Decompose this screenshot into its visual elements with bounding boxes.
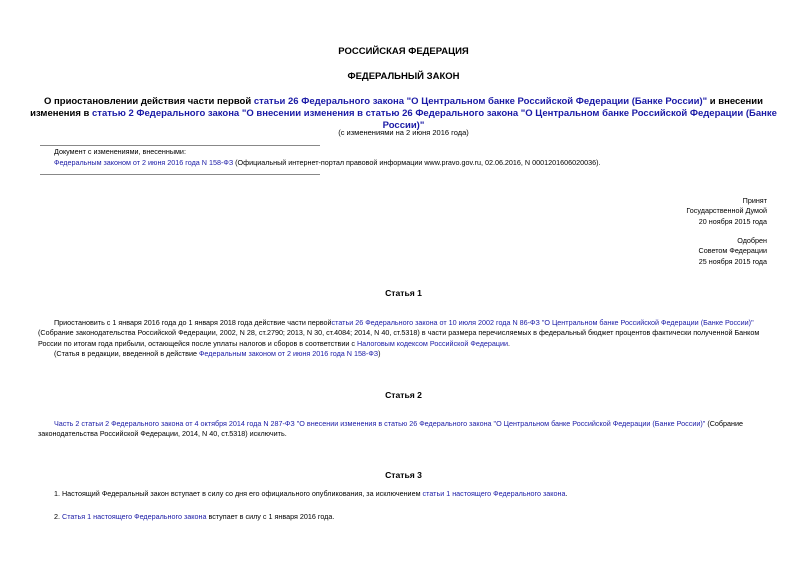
article1-heading: Статья 1 <box>385 288 422 298</box>
adoption-council <box>699 236 767 267</box>
adoption-duma <box>686 196 767 227</box>
article3-p2-link[interactable]: Статья 1 настоящего Федерального закона <box>62 512 207 521</box>
amendment-link[interactable]: Федеральным законом от 2 июня 2016 года N 158-ФЗ <box>54 158 234 167</box>
article1-link-law86[interactable]: статьи 26 Федерального закона от 10 июля 2002 года N 86-ФЗ "О Центральном банке Российской Федерации (Банке России)" <box>331 318 754 327</box>
article1-text-1: Приостановить с 1 января 2016 года до 1 января 2018 года действие части первой <box>54 318 332 327</box>
article3-p1-end: . <box>565 489 568 498</box>
document-note-intro: Документ с изменениями, внесенными: <box>54 147 186 156</box>
title-link-article2[interactable]: статью 2 Федерального закона "О внесении изменения в статью 26 Федерального закона "О Центральном банке Российской Федерации (Банке России)" <box>92 108 777 131</box>
edition-end: ) <box>378 349 381 358</box>
article1-text-2: (Собрание законодательства Российской Федерации, 2002, N 28, ст.2790; 2013, N 30, ст.4084; 2014, N 40, ст.5318) в части размера перечисляемых в федеральный бюджет процентов фактически полученной Банком России по итогам года прибыли, остающейся после уплаты налогов и сборов в соответствии с <box>38 328 760 348</box>
adoption-council-line2: Советом Федерации <box>698 246 767 256</box>
amendment-source: (Официальный интернет-портал правовой информации www.pravo.gov.ru, 02.06.2016, N 0001201606020036). <box>233 158 601 167</box>
divider-top <box>40 145 320 146</box>
article3-p2-text: вступает в силу с 1 января 2016 года. <box>206 512 335 521</box>
federation-heading: РОССИЙСКАЯ ФЕДЕРАЦИЯ <box>338 46 469 57</box>
title-text-2: и внесении изменения в <box>30 96 763 119</box>
edition-link[interactable]: Федеральным законом от 2 июня 2016 года N 158-ФЗ <box>198 349 379 358</box>
article3-paragraph-2 <box>38 512 769 522</box>
article1-text-3: . <box>508 338 511 348</box>
tax-code-link[interactable]: Налоговым кодексом Российской Федерации <box>356 338 509 348</box>
title-text-1: О приостановлении действия части первой <box>44 96 254 107</box>
adoption-council-line1: Одобрен <box>737 236 767 245</box>
adoption-duma-line2: Государственной Думой <box>686 206 767 216</box>
changes-note: (с изменениями на 2 июня 2016 года) <box>338 128 469 137</box>
article3-heading: Статья 3 <box>385 470 422 480</box>
article2-text: (Собрание законодательства Российской Федерации, 2014, N 40, ст.5318) исключить. <box>38 419 743 439</box>
article3-paragraph-1 <box>38 489 769 499</box>
document-note-amendment <box>54 158 600 167</box>
adoption-council-date: 25 ноября 2015 года <box>698 256 767 266</box>
edition-text: (Статья в редакции, введенной в действие <box>54 349 199 358</box>
divider-bottom <box>40 174 320 175</box>
title-link-article26[interactable]: статьи 26 Федерального закона "О Центральном банке Российской Федерации (Банке России)" <box>253 96 708 107</box>
article1-body <box>38 318 769 349</box>
article2-link-law287[interactable]: Часть 2 статьи 2 Федерального закона от 4 октября 2014 года N 287-ФЗ "О внесении изменения в статью 26 Федерального закона "О Центральном банке Российской Федерации (Банке России)" <box>54 419 706 428</box>
adoption-duma-date: 20 ноября 2015 года <box>698 216 767 226</box>
article1-edition-note <box>38 349 769 359</box>
adoption-duma-line1: Принят <box>742 196 767 205</box>
law-type-heading: ФЕДЕРАЛЬНЫЙ ЗАКОН <box>347 71 460 82</box>
law-title <box>30 96 777 132</box>
article2-heading: Статья 2 <box>385 390 422 400</box>
article3-p2-start: 2. <box>54 512 62 521</box>
article3-p1-link[interactable]: статьи 1 настоящего Федерального закона <box>422 489 566 498</box>
article3-p1-text: 1. Настоящий Федеральный закон вступает в силу со дня его официального опубликования, за исключением <box>54 489 423 498</box>
article2-body <box>38 419 769 440</box>
